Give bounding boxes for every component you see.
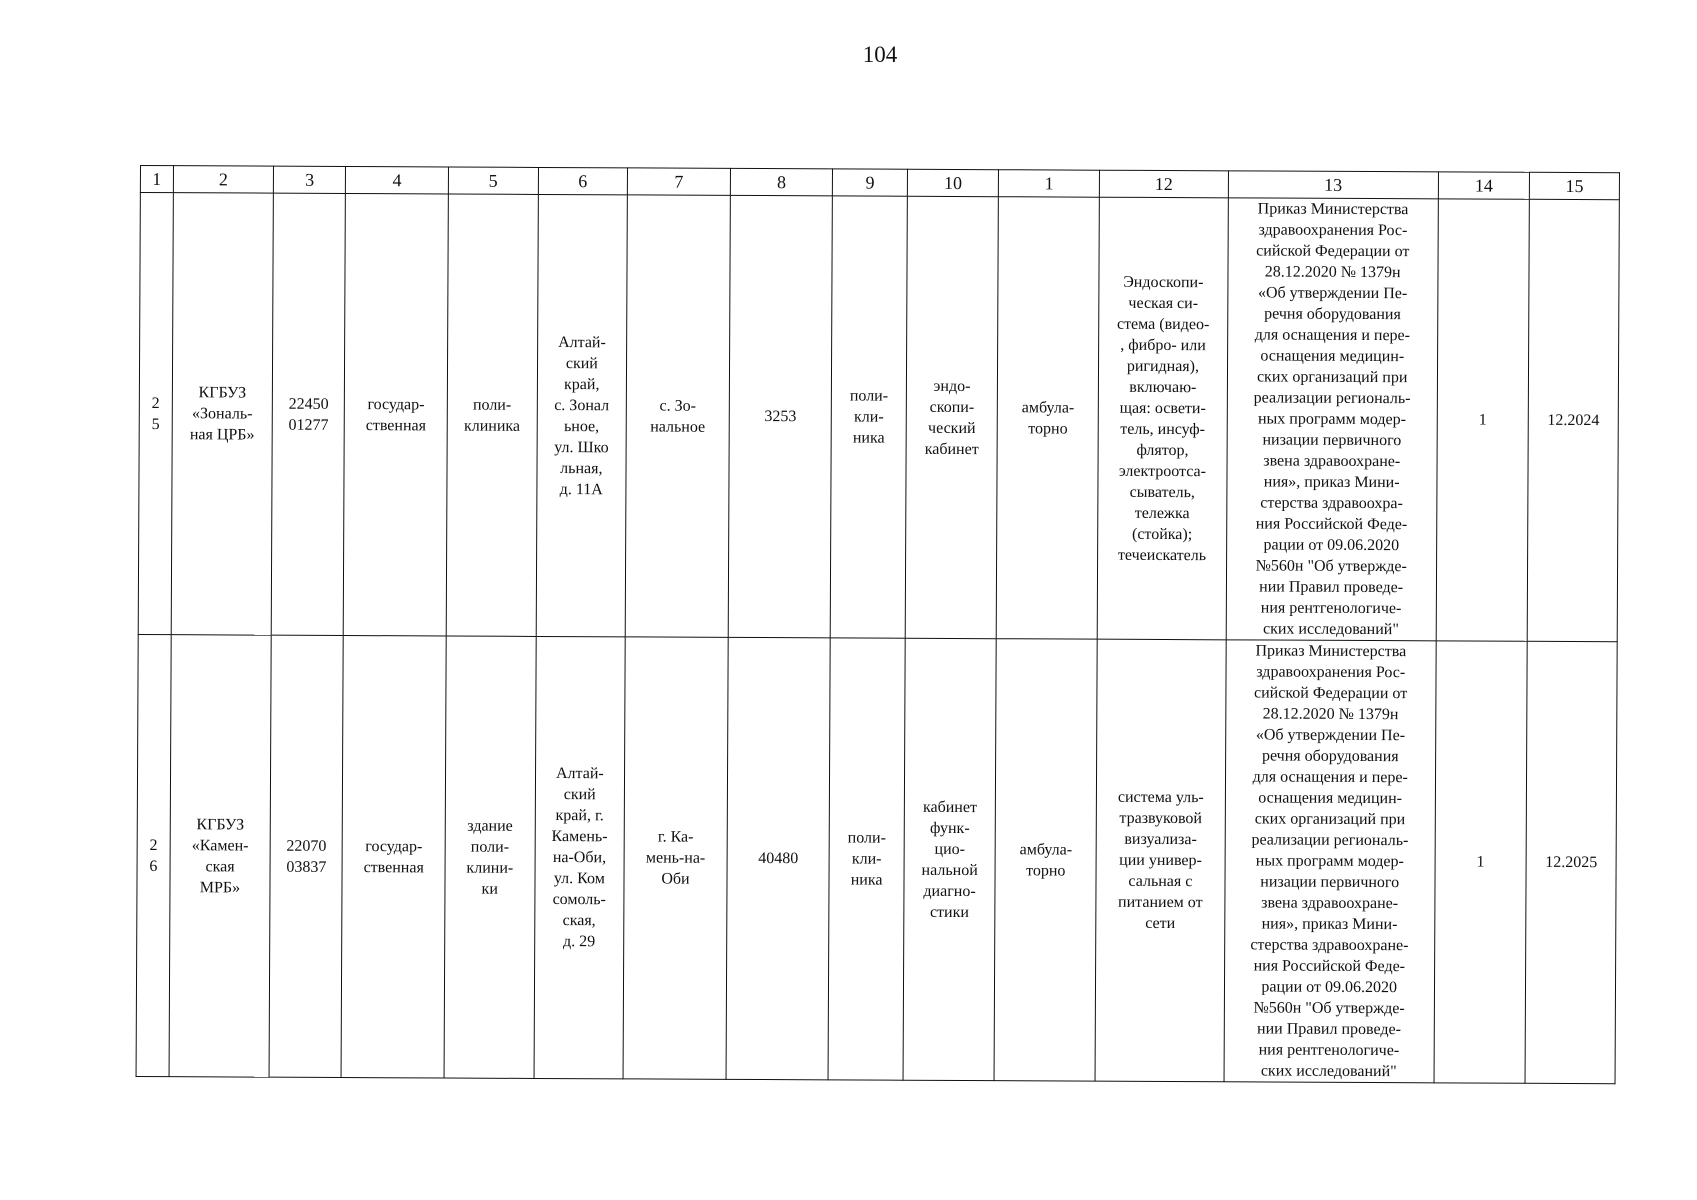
- cell-line: сийской Федерации от: [1256, 242, 1410, 261]
- cell-line: 12.2025: [1545, 853, 1598, 872]
- page-number: 104: [862, 42, 898, 67]
- cell-line: тразвуковой: [1119, 809, 1203, 828]
- cell-line: с. Зо-: [659, 397, 697, 415]
- cell-line: д. 11А: [559, 480, 603, 498]
- column-number-9: 9: [833, 169, 907, 196]
- column-number-14: 14: [1438, 172, 1530, 199]
- cell-line: здравоохранения Рос-: [1256, 663, 1406, 682]
- cell-line: ния», приказ Мини-: [1263, 473, 1400, 492]
- ownership-cell: [344, 194, 449, 636]
- cell-line: Алтай-: [558, 333, 606, 351]
- care-condition-cell: [997, 197, 1100, 639]
- cell-line: нии Правил проведе-: [1256, 1020, 1402, 1039]
- cell-line: амбула-: [1019, 840, 1073, 859]
- cell-line: ский: [565, 354, 598, 372]
- cell-line: ский: [563, 786, 596, 804]
- cell-line: поли-: [847, 829, 886, 847]
- cell-line: для оснащения и пере-: [1254, 326, 1411, 345]
- cell-line: сийской Федерации от: [1254, 684, 1408, 703]
- cell-line: включаю-: [1129, 378, 1197, 396]
- cell-line: сомоль-: [552, 891, 606, 909]
- cell-line: звена здравоохране-: [1261, 894, 1399, 913]
- unit-type-cell: [831, 196, 907, 638]
- cell-line: эндо-: [933, 377, 971, 395]
- cell-line: сети: [1145, 914, 1176, 933]
- column-number-13: 13: [1228, 171, 1438, 199]
- cell-line: цио-: [934, 840, 966, 858]
- cell-line: ская: [205, 857, 235, 875]
- cell-line: 5: [151, 415, 160, 433]
- cell-line: ния», приказ Мини-: [1261, 915, 1398, 934]
- column-number-7: 7: [627, 168, 730, 196]
- cell-line: край,: [564, 375, 600, 393]
- cell-line: «Зональ-: [192, 405, 253, 423]
- cell-line: (стойка);: [1131, 525, 1193, 543]
- cell-line: на-Оби,: [552, 849, 607, 867]
- column-number-12: 12: [1099, 170, 1228, 198]
- column-number-6: 6: [538, 167, 628, 194]
- cell-line: ских исследований": [1262, 620, 1399, 639]
- column-number-10: 10: [907, 169, 999, 196]
- cell-line: ных программ модер-: [1255, 852, 1404, 871]
- cell-line: Эндоскопи-: [1123, 273, 1204, 291]
- cell-line: кабинет: [922, 798, 978, 816]
- cell-line: реализации региональ-: [1253, 389, 1411, 408]
- cell-line: скопи-: [929, 398, 975, 416]
- cell-line: льная,: [560, 459, 603, 477]
- cell-line: Оби: [661, 870, 690, 888]
- cell-line: 2: [149, 836, 158, 854]
- cell-line: нальное: [650, 417, 706, 436]
- row-number-cell: [136, 634, 171, 1076]
- cell-line: государ-: [365, 837, 423, 855]
- cell-line: речня оборудования: [1264, 305, 1401, 324]
- cell-line: кли-: [851, 850, 882, 868]
- cabinet-cell: [903, 638, 997, 1080]
- cell-line: низации первичного: [1262, 431, 1402, 450]
- cell-line: течеискатель: [1117, 546, 1207, 564]
- cell-line: ции универ-: [1119, 851, 1202, 870]
- column-number-3: 3: [274, 166, 346, 193]
- code-cell: [271, 193, 345, 635]
- cell-line: 28.12.2020 № 1379н: [1264, 263, 1401, 282]
- cell-line: ских исследований": [1260, 1062, 1397, 1081]
- settlement-cell: [625, 195, 730, 637]
- cell-line: ника: [852, 429, 885, 447]
- building-cell: [446, 194, 538, 636]
- cell-line: звена здравоохране-: [1263, 452, 1401, 471]
- cell-line: ческий: [928, 419, 976, 437]
- care-condition-cell: [995, 639, 1098, 1081]
- cell-line: ская,: [562, 912, 596, 930]
- code-cell: [269, 635, 343, 1077]
- cell-line: система уль-: [1117, 788, 1204, 807]
- cell-line: ул. Ком: [553, 870, 605, 888]
- cell-line: с. Зонал: [554, 396, 610, 414]
- column-number-11: 1: [999, 170, 1100, 197]
- cell-line: МРБ»: [199, 878, 241, 896]
- cell-line: здравоохранения Рос-: [1258, 221, 1408, 240]
- equipment-cell: [1095, 639, 1226, 1082]
- column-number-5: 5: [448, 167, 538, 194]
- cell-line: ния рентгенологиче-: [1258, 1041, 1400, 1060]
- quantity-cell: [1436, 199, 1530, 641]
- cell-line: функ-: [930, 819, 970, 837]
- cell-line: ных программ модер-: [1257, 410, 1407, 429]
- cell-line: «Об утверждении Пе-: [1257, 284, 1408, 303]
- cell-line: речня оборудования: [1261, 747, 1399, 766]
- cell-line: визуализа-: [1124, 830, 1197, 849]
- cell-line: рации от 09.06.2020: [1261, 978, 1398, 997]
- cell-line: тель, инсуф-: [1120, 420, 1206, 438]
- cell-line: ника: [850, 871, 883, 889]
- cell-line: клиника: [463, 417, 521, 435]
- cell-line: 40480: [758, 850, 799, 868]
- population-cell: [728, 195, 833, 637]
- cell-line: ственная: [365, 416, 427, 434]
- cell-line: Приказ Министерства: [1257, 200, 1409, 219]
- cell-line: поли-: [472, 396, 512, 414]
- ownership-cell: [341, 636, 446, 1078]
- cell-line: ских организаций при: [1256, 368, 1408, 387]
- cell-line: ния Российской Феде-: [1255, 515, 1408, 534]
- equipment-cell: [1097, 197, 1228, 640]
- cell-line: оснащения медицин-: [1260, 347, 1405, 366]
- cell-line: Алтай-: [555, 765, 604, 783]
- cell-line: 2: [151, 394, 160, 412]
- cell-line: кабинет: [924, 440, 979, 458]
- cell-line: ских организаций при: [1254, 810, 1406, 829]
- cell-line: «Об утверждении Пе-: [1255, 726, 1406, 745]
- cell-line: амбула-: [1021, 398, 1075, 417]
- quantity-cell: [1434, 641, 1528, 1083]
- legal-basis-cell: [1226, 198, 1438, 641]
- unit-type-cell: [829, 638, 905, 1080]
- cell-line: здание: [467, 817, 513, 835]
- cell-line: ьное,: [563, 417, 600, 435]
- cell-line: торно: [1026, 861, 1066, 880]
- cell-line: сальная с: [1128, 872, 1193, 891]
- cell-line: поли-: [470, 838, 510, 856]
- cell-line: стерства здравоохра-: [1260, 494, 1403, 513]
- settlement-cell: [623, 637, 728, 1079]
- column-number-8: 8: [730, 168, 833, 196]
- cell-line: торно: [1028, 419, 1068, 438]
- cell-line: тележка: [1134, 504, 1190, 522]
- cell-line: ческая си-: [1128, 294, 1199, 312]
- cell-line: диагно-: [923, 882, 976, 900]
- cell-line: №560н "Об утвержде-: [1255, 557, 1407, 576]
- cell-line: электроотса-: [1118, 462, 1207, 480]
- cell-line: оснащения медицин-: [1258, 789, 1403, 808]
- cell-line: КГБУЗ: [198, 384, 247, 402]
- cell-line: стерства здравоохране-: [1250, 936, 1409, 955]
- address-cell: [536, 194, 628, 636]
- cell-line: нии Правил проведе-: [1259, 578, 1404, 597]
- cell-line: государ-: [367, 395, 425, 413]
- cell-line: ственная: [363, 858, 424, 876]
- cell-line: д. 29: [562, 933, 596, 951]
- organization-cell: [171, 193, 274, 635]
- column-number-4: 4: [346, 167, 449, 195]
- cell-line: КГБУЗ: [196, 815, 245, 834]
- due-date-cell: [1528, 199, 1620, 641]
- cell-line: 3253: [764, 408, 797, 426]
- table-row: [136, 634, 1617, 1083]
- address-cell: [534, 636, 626, 1078]
- column-number-1: 1: [140, 166, 173, 193]
- cell-line: №560н "Об утвержде-: [1253, 999, 1405, 1018]
- cell-line: флятор,: [1136, 441, 1189, 459]
- cell-line: 28.12.2020 № 1379н: [1262, 705, 1399, 724]
- cell-line: сыватель,: [1129, 483, 1196, 501]
- cell-line: 01277: [288, 416, 329, 434]
- cell-line: реализации региональ-: [1251, 831, 1409, 850]
- cell-line: питанием от: [1118, 893, 1203, 912]
- cell-line: 22070: [286, 837, 327, 855]
- cell-line: , фибро- или: [1120, 336, 1206, 354]
- cell-line: клини-: [466, 859, 514, 877]
- cell-line: ния Российской Феде-: [1253, 957, 1406, 976]
- cell-line: щая: освети-: [1119, 399, 1206, 417]
- cell-line: низации первичного: [1260, 873, 1400, 892]
- cell-line: для оснащения и пере-: [1252, 768, 1408, 787]
- population-cell: [726, 637, 831, 1079]
- cell-line: ки: [481, 880, 498, 898]
- legal-basis-cell: [1224, 640, 1436, 1083]
- cell-line: поли-: [849, 387, 889, 405]
- cell-line: кли-: [854, 408, 884, 426]
- cell-line: г. Ка-: [657, 828, 694, 846]
- table-row: [138, 193, 1619, 642]
- cell-line: Камень-: [551, 828, 608, 846]
- cell-line: 6: [149, 857, 158, 875]
- cell-line: 1: [1476, 853, 1485, 871]
- register-table: [136, 165, 1620, 1084]
- cell-line: ная ЦРБ»: [189, 426, 255, 444]
- building-cell: [444, 636, 536, 1078]
- cell-line: край, г.: [555, 807, 604, 825]
- cell-line: ул. Шко: [554, 438, 609, 456]
- cell-line: ригидная),: [1126, 357, 1200, 375]
- row-number-cell: [138, 193, 173, 635]
- organization-cell: [169, 635, 272, 1077]
- cell-line: «Камен-: [191, 836, 249, 855]
- due-date-cell: [1525, 641, 1617, 1083]
- cell-line: 03837: [286, 858, 327, 876]
- column-number-15: 15: [1530, 172, 1620, 199]
- cell-line: Приказ Министерства: [1255, 642, 1407, 661]
- cell-line: нальной: [921, 861, 978, 879]
- cell-line: стики: [929, 903, 970, 921]
- cell-line: рации от 09.06.2020: [1263, 536, 1400, 555]
- cell-line: мень-на-: [645, 849, 706, 867]
- cell-line: стема (видео-: [1116, 315, 1210, 333]
- cabinet-cell: [905, 196, 999, 638]
- cell-line: 22450: [288, 395, 329, 413]
- cell-line: 12.2024: [1547, 411, 1600, 430]
- cell-line: 1: [1478, 411, 1487, 429]
- column-number-2: 2: [173, 166, 274, 193]
- cell-line: ния рентгенологиче-: [1260, 599, 1402, 618]
